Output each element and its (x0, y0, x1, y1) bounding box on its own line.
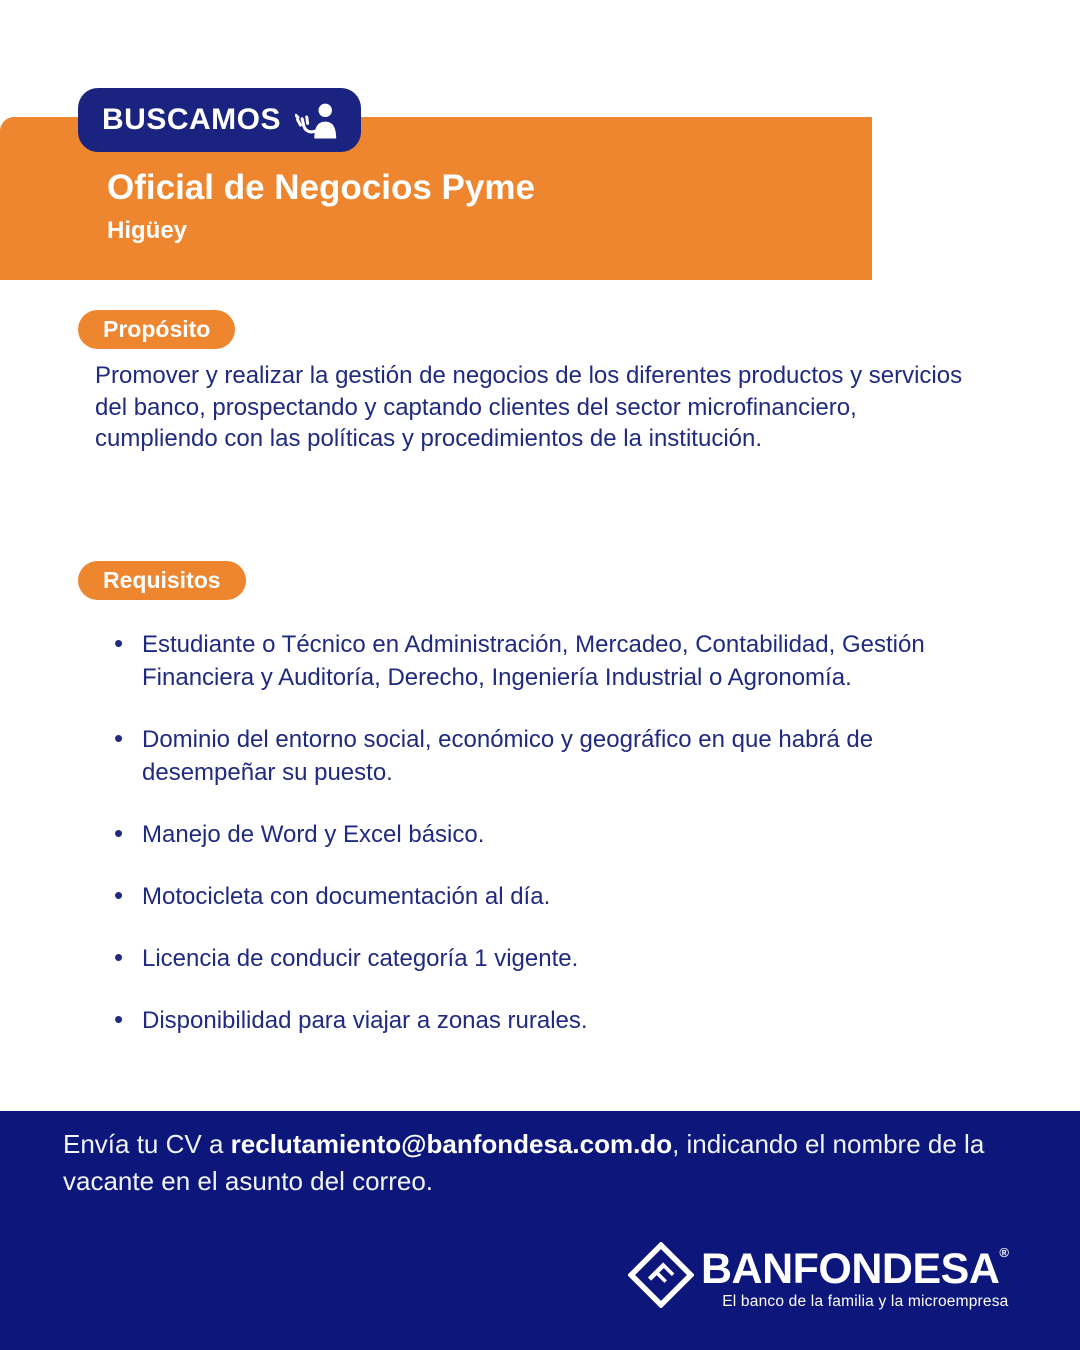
cv-instructions-suffix: , indicando el nombre de la vacante en el asunto del correo. (63, 1129, 985, 1196)
cv-instructions-prefix: Envía tu CV a (63, 1129, 231, 1159)
requirement-text: Estudiante o Técnico en Administración, Mercadeo, Contabilidad, Gestión Financiera y Auditoría, Derecho, Ingeniería Industrial o Agronomía. (142, 631, 925, 691)
svg-text:F: F (641, 1256, 680, 1295)
bullet-icon: • (114, 1004, 124, 1034)
bullet-icon: • (114, 628, 124, 658)
requirement-text: Licencia de conducir categoría 1 vigente. (142, 945, 579, 972)
buscamos-badge-label: BUSCAMOS (102, 103, 282, 136)
requirement-text: Dominio del entorno social, económico y geográfico en que habrá de desempeñar su puesto. (142, 726, 874, 786)
bullet-icon: • (114, 723, 124, 753)
bullet-icon: • (114, 942, 124, 972)
registered-mark: ® (999, 1245, 1009, 1260)
purpose-section-badge: Propósito (78, 310, 235, 349)
buscamos-badge (78, 88, 361, 152)
job-title: Oficial de Negocios Pyme (107, 168, 535, 207)
banfondesa-logo (628, 1240, 1009, 1313)
logo-tagline: El banco de la familia y la microempresa (722, 1293, 1009, 1310)
list-item (112, 880, 992, 913)
requirement-text: Manejo de Word y Excel básico. (142, 821, 485, 848)
list-item (112, 1004, 992, 1037)
requirement-text: Motocicleta con documentación al día. (142, 883, 551, 910)
bullet-icon: • (114, 818, 124, 848)
job-location: Higüey (107, 216, 188, 244)
banfondesa-diamond-icon (628, 1242, 694, 1313)
waving-person-icon (295, 101, 337, 139)
list-item (112, 942, 992, 975)
bullet-icon: • (114, 880, 124, 910)
requirements-list (112, 628, 992, 1066)
requirement-text: Disponibilidad para viajar a zonas rurales. (142, 1007, 588, 1034)
purpose-text: Promover y realizar la gestión de negocios de los diferentes productos y servicios del banco, prospectando y captando clientes del sector microfinanciero, cumpliendo con las políticas y procedimientos de la institución. (95, 362, 963, 452)
list-item (112, 628, 992, 694)
logo-wordmark (701, 1240, 1009, 1291)
cv-email: reclutamiento@banfondesa.com.do (230, 1129, 673, 1159)
logo-name: BANFONDESA (701, 1245, 1000, 1293)
cv-instructions (63, 1126, 1028, 1200)
logo-text-block (701, 1240, 1009, 1311)
list-item (112, 818, 992, 851)
list-item (112, 723, 992, 789)
requirements-section-badge: Requisitos (78, 561, 246, 600)
